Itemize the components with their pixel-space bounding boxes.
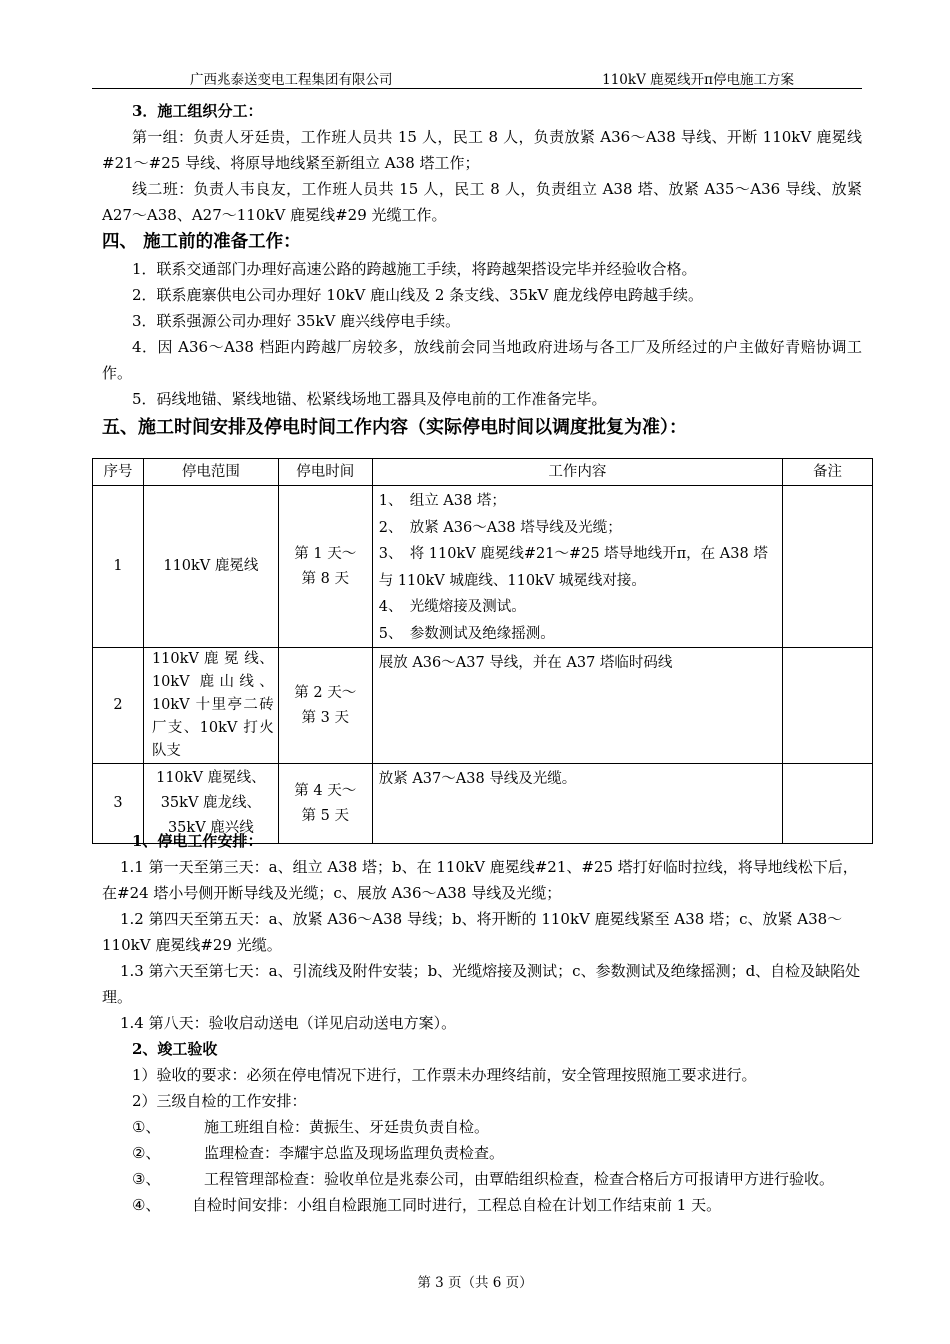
check-number: ③、 bbox=[132, 1170, 161, 1188]
work-item: 1、 组立 A38 塔； bbox=[378, 493, 506, 509]
header-doc-title: 110kV 鹿冕线开π停电施工方案 bbox=[602, 72, 794, 88]
outage-title: 1、停电工作安排： bbox=[132, 832, 263, 850]
post-table-body bbox=[102, 828, 862, 1218]
check-number: ④、 bbox=[132, 1196, 161, 1214]
cell-range: 110kV 鹿 冕 线、10kV 鹿山线、10kV 十里亭二砖厂支、10kV 打火队支 bbox=[143, 648, 278, 764]
header-company: 广西兆泰送变电工程集团有限公司 bbox=[190, 72, 393, 88]
table-header-row bbox=[93, 459, 873, 486]
header-range: 停电范围 bbox=[143, 459, 278, 486]
prep-item: 1．联系交通部门办理好高速公路的跨越施工手续，将跨越架搭设完毕并经验收合格。 bbox=[132, 260, 697, 278]
acceptance-title: 2、竣工验收 bbox=[132, 1040, 218, 1058]
outage-item: 1.3 第六天至第七天：a、引流线及附件安装；b、光缆熔接及测试；c、参数测试及绝缘摇测；d、自检及缺陷处理。 bbox=[102, 962, 861, 1006]
header-work: 工作内容 bbox=[372, 459, 782, 486]
header-note: 备注 bbox=[783, 459, 873, 486]
header-time: 停电时间 bbox=[278, 459, 372, 486]
section4-title: 四、 施工前的准备工作： bbox=[102, 232, 301, 252]
outage-item: 1.1 第一天至第三天：a、组立 A38 塔；b、在 110kV 鹿冕线#21、#25 塔打好临时拉线，将导地线松下后，在#24 塔小号侧开断导线及光缆；c、展放 A36～A38 导线及光缆； bbox=[102, 858, 858, 902]
work-item: 3、 将 110kV 鹿冕线#21～#25 塔导地线开π，在 A38 塔与 110kV 城鹿线、110kV 城冕线对接。 bbox=[378, 546, 768, 589]
acceptance-requirement: 1）验收的要求：必须在停电情况下进行，工作票未办理终结前，安全管理按照施工要求进行。 bbox=[132, 1066, 757, 1084]
check-item bbox=[102, 1140, 862, 1166]
section3-title: 3．施工组织分工： bbox=[132, 102, 263, 120]
cell-work bbox=[372, 648, 782, 764]
prep-item: 3．联系强源公司办理好 35kV 鹿兴线停电手续。 bbox=[132, 312, 461, 330]
outage-item: 1.4 第八天：验收启动送电（详见启动送电方案）。 bbox=[120, 1014, 457, 1032]
page-header bbox=[92, 66, 862, 89]
work-item: 放紧 A37～A38 导线及光缆。 bbox=[378, 771, 577, 787]
check-text: 工程管理部检查：验收单位是兆泰公司，由覃皓组织检查，检查合格后方可报请甲方进行验收。 bbox=[204, 1170, 835, 1188]
check-item bbox=[102, 1166, 862, 1192]
section5-title: 五、施工时间安排及停电时间工作内容（实际停电时间以调度批复为准）： bbox=[102, 417, 687, 438]
cell-time: 第 4 天～第 5 天 bbox=[278, 764, 372, 844]
page-body bbox=[102, 98, 862, 442]
acceptance-arrangement: 2）三级自检的工作安排： bbox=[132, 1092, 307, 1110]
cell-note bbox=[783, 648, 873, 764]
check-text: 施工班组自检：黄振生、牙廷贵负责自检。 bbox=[204, 1118, 490, 1136]
page-footer: 第 3 页（共 6 页） bbox=[417, 1275, 533, 1291]
check-text: 监理检查：李耀宇总监及现场监理负责检查。 bbox=[204, 1144, 505, 1162]
table-row bbox=[93, 486, 873, 648]
prep-item: 2．联系鹿寨供电公司办理好 10kV 鹿山线及 2 条支线、35kV 鹿龙线停电跨越手续。 bbox=[132, 286, 703, 304]
prep-item: 5．码线地锚、紧线地锚、松紧线场地工器具及停电前的工作准备完毕。 bbox=[132, 390, 607, 408]
work-item: 2、 放紧 A36～A38 塔导线及光缆； bbox=[378, 519, 622, 536]
cell-range: 110kV 鹿冕线 bbox=[143, 486, 278, 648]
cell-no: 1 bbox=[93, 486, 144, 648]
cell-time: 第 1 天～第 8 天 bbox=[278, 486, 372, 648]
check-number: ②、 bbox=[132, 1144, 161, 1162]
section3-paragraph-2: 线二班：负责人韦良友，工作班人员共 15 人，民工 8 人，负责组立 A38 塔、放紧 A35～A36 导线、放紧A27～A38、A27～110kV 鹿冕线#29 光缆工作。 bbox=[102, 180, 862, 224]
check-item bbox=[102, 1114, 862, 1140]
section3-paragraph-1: 第一组：负责人牙廷贵，工作班人员共 15 人，民工 8 人，负责放紧 A36～A38 导线、开断 110kV 鹿冕线#21～#25 导线、将原导地线紧至新组立 A38 塔工作； bbox=[102, 128, 862, 172]
table-row bbox=[93, 648, 873, 764]
check-number: ①、 bbox=[132, 1118, 161, 1136]
check-item bbox=[102, 1192, 862, 1218]
cell-no: 3 bbox=[93, 764, 144, 844]
outage-item: 1.2 第四天至第五天：a、放紧 A36～A38 导线；b、将开断的 110kV 鹿冕线紧至 A38 塔；c、放紧 A38～110kV 鹿冕线#29 光缆。 bbox=[102, 910, 843, 954]
work-item: 展放 A36～A37 导线，并在 A37 塔临时码线 bbox=[378, 655, 673, 671]
cell-work bbox=[372, 486, 782, 648]
check-text: 自检时间安排：小组自检跟施工同时进行，工程总自检在计划工作结束前 1 天。 bbox=[192, 1196, 722, 1214]
work-item: 5、 参数测试及绝缘摇测。 bbox=[378, 625, 555, 642]
cell-no: 2 bbox=[93, 648, 144, 764]
cell-note bbox=[783, 486, 873, 648]
header-no: 序号 bbox=[93, 459, 144, 486]
prep-item: 4．因 A36～A38 档距内跨越厂房较多，放线前会同当地政府进场与各工厂及所经过的户主做好青赔协调工作。 bbox=[102, 338, 862, 382]
schedule-table bbox=[92, 458, 873, 844]
cell-range: 110kV 鹿冕线、35kV 鹿龙线、35kV 鹿兴线 bbox=[143, 764, 278, 844]
work-item: 4、 光缆熔接及测试。 bbox=[378, 599, 526, 615]
cell-time: 第 2 天～第 3 天 bbox=[278, 648, 372, 764]
